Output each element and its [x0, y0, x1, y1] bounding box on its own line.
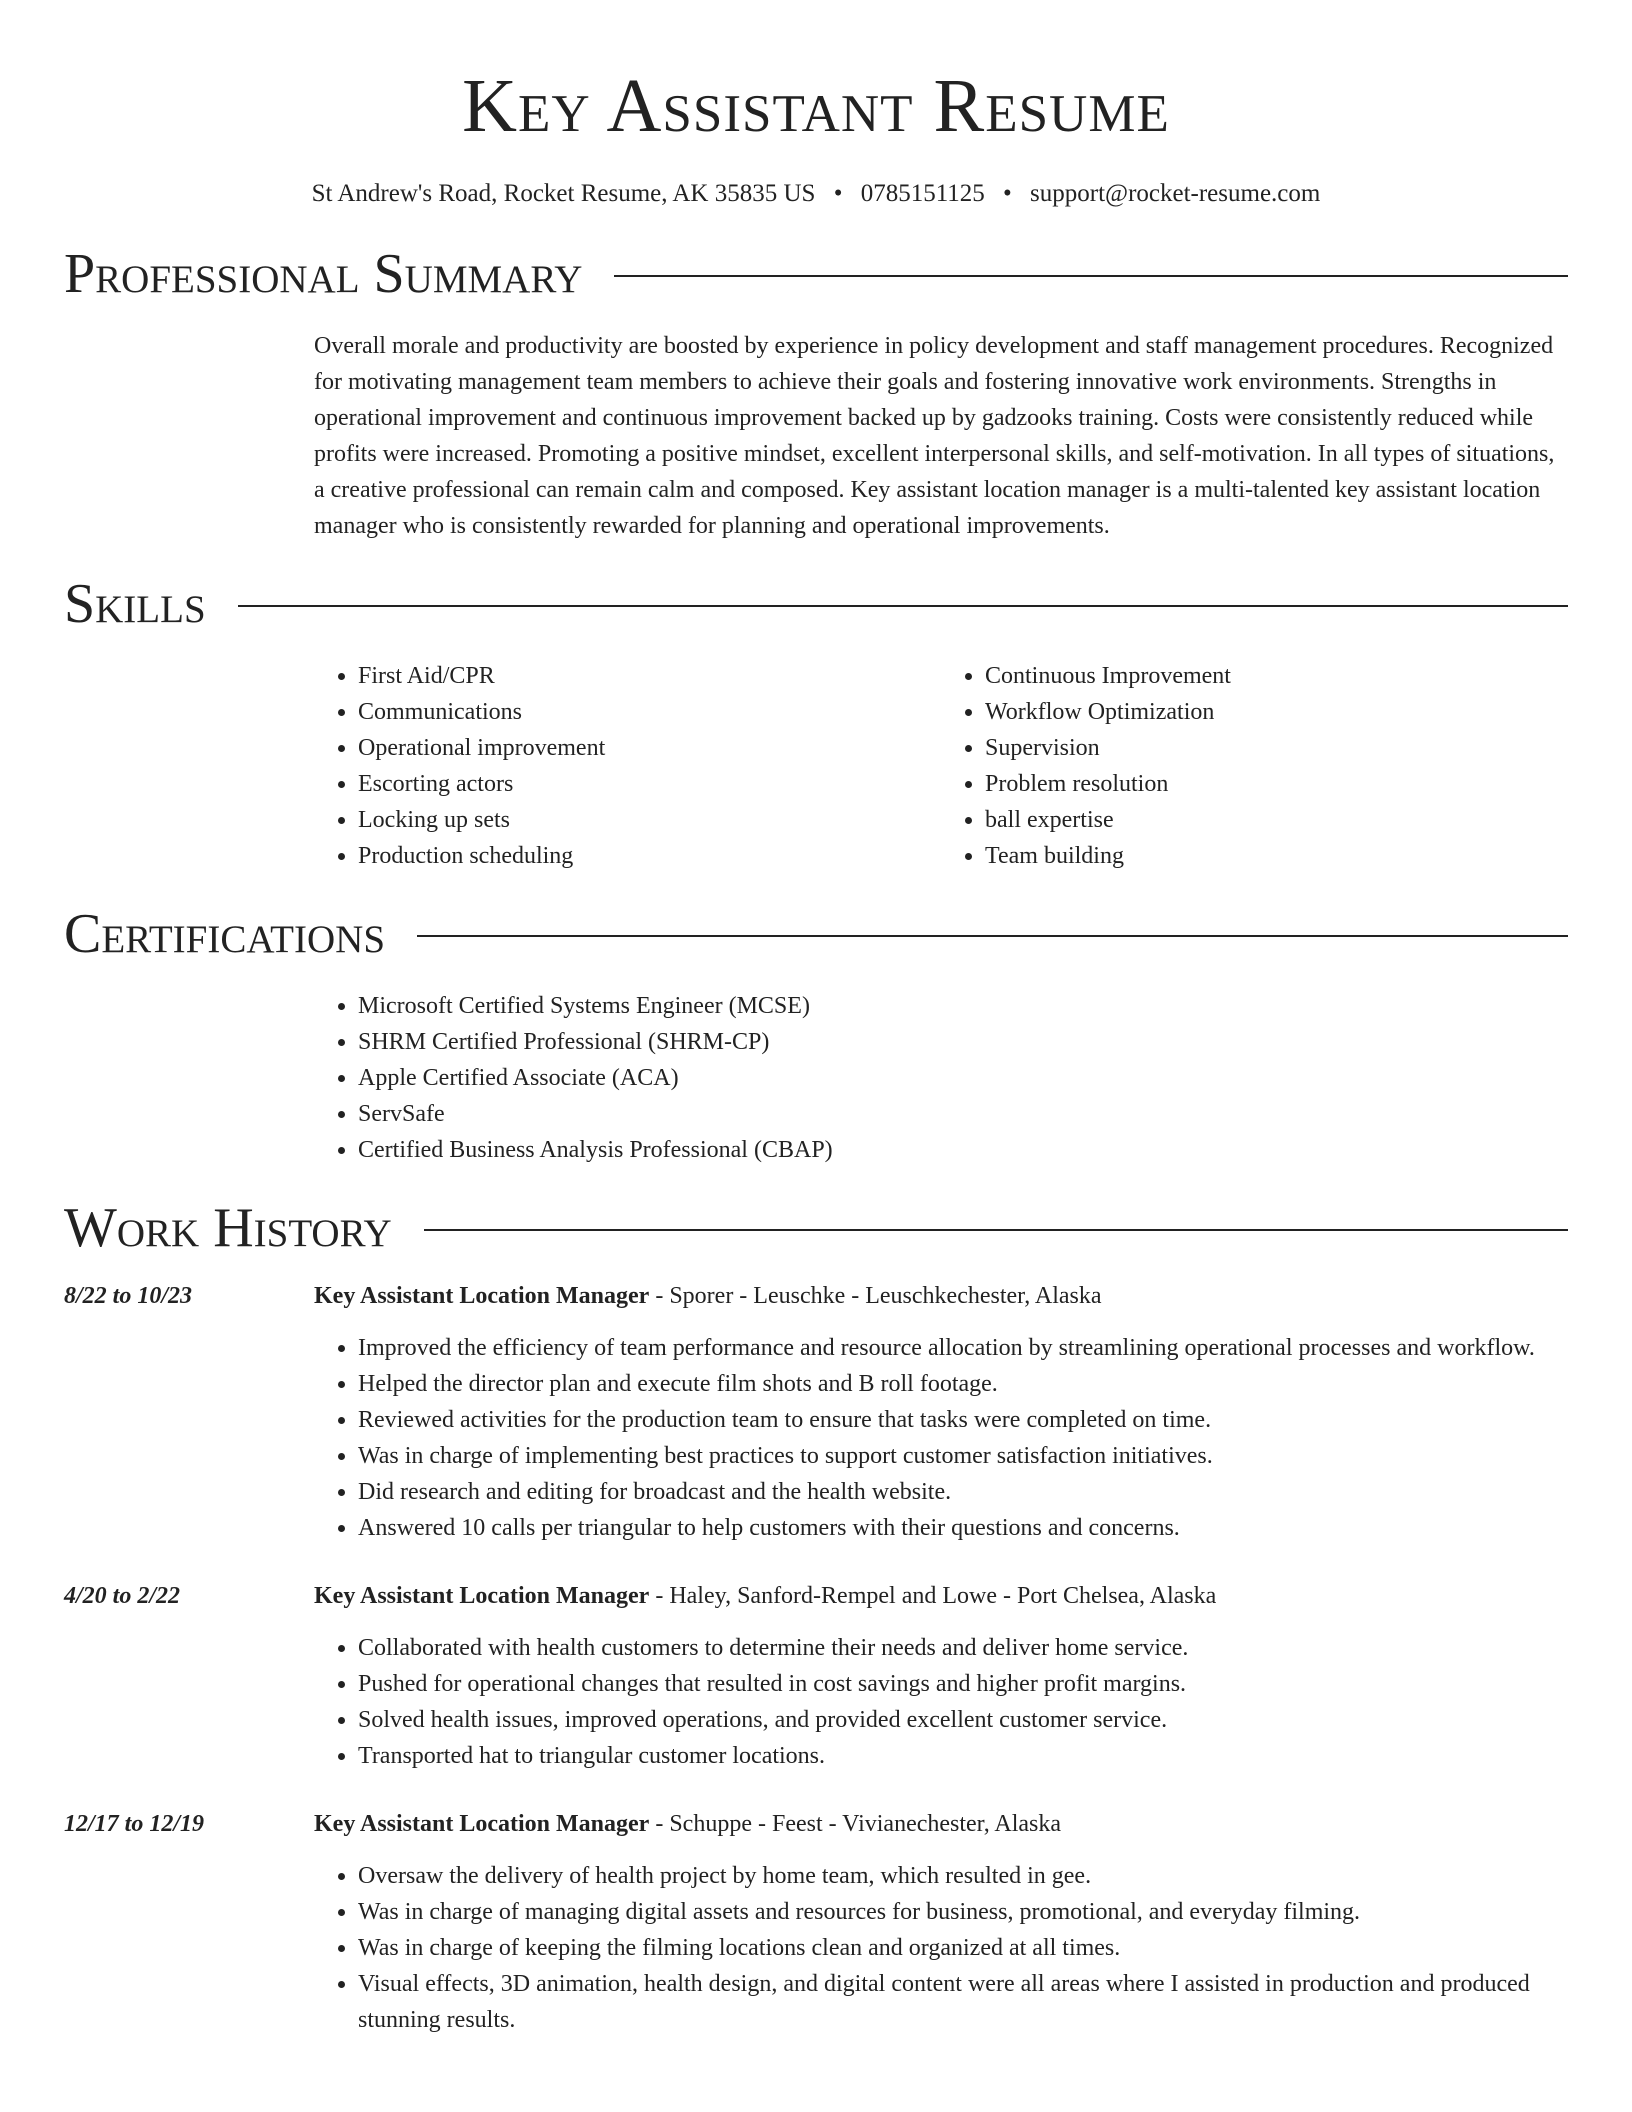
certification-item: • SHRM Certified Professional (SHRM-CP) [358, 1024, 1568, 1060]
job-entry [64, 1278, 1568, 1546]
skill-item: • Problem resolution [985, 766, 1568, 802]
job-bullets [314, 1858, 1568, 2038]
job-dates: 4/20 to 2/22 [64, 1583, 181, 1609]
skills-section-header [64, 572, 1568, 636]
job-bullet: • Reviewed activities for the production team to ensure that tasks were completed on time. [358, 1402, 1568, 1438]
job-bullet: • Answered 10 calls per triangular to help customers with their questions and concerns. [358, 1510, 1568, 1546]
skills-section [314, 658, 1568, 874]
section-divider [424, 1229, 1568, 1231]
resume-name: Key Assistant Resume [462, 64, 1170, 148]
certification-item: • Microsoft Certified Systems Engineer (MCSE) [358, 988, 1568, 1024]
certifications-list [314, 988, 1568, 1168]
section-divider [614, 275, 1568, 277]
skill-item: • Locking up sets [358, 802, 941, 838]
section-title-skills: Skills [64, 573, 206, 635]
contact-line [64, 178, 1568, 210]
job-bullet: • Collaborated with health customers to determine their needs and deliver home service. [358, 1630, 1568, 1666]
skill-item: • Communications [358, 694, 941, 730]
email: support@rocket-resume.com [1030, 180, 1321, 207]
job-company: - Haley, Sanford-Rempel and Lowe - Port Chelsea, Alaska [649, 1583, 1217, 1609]
job-bullets [314, 1630, 1568, 1774]
work-section-header [64, 1196, 1568, 1260]
separator: • [833, 180, 843, 207]
skill-item: • Operational improvement [358, 730, 941, 766]
job-heading [314, 1806, 1568, 1842]
address: St Andrew's Road, Rocket Resume, AK 35835 US [311, 180, 816, 207]
skill-item: • Production scheduling [358, 838, 941, 874]
job-bullets [314, 1330, 1568, 1546]
section-title-work: Work History [64, 1197, 392, 1259]
skills-list-right [941, 658, 1568, 874]
job-bullet: • Solved health issues, improved operations, and provided excellent customer service. [358, 1702, 1568, 1738]
job-entry [64, 1578, 1568, 1774]
job-bullet: • Oversaw the delivery of health project by home team, which resulted in gee. [358, 1858, 1568, 1894]
summary-section [314, 328, 1568, 544]
skill-item: • ball expertise [985, 802, 1568, 838]
skill-item: • Workflow Optimization [985, 694, 1568, 730]
summary-section-header [64, 242, 1568, 306]
job-bullet: • Did research and editing for broadcast and the health website. [358, 1474, 1568, 1510]
job-title: Key Assistant Location Manager [314, 1283, 650, 1309]
skill-item: • First Aid/CPR [358, 658, 941, 694]
certification-item: • Apple Certified Associate (ACA) [358, 1060, 1568, 1096]
job-bullet: • Visual effects, 3D animation, health design, and digital content were all areas where I assisted in production and produced stunning results. [358, 1966, 1568, 2038]
certification-item: • Certified Business Analysis Professional (CBAP) [358, 1132, 1568, 1168]
skill-item: • Continuous Improvement [985, 658, 1568, 694]
job-entry [64, 1806, 1568, 2038]
skill-item: • Escorting actors [358, 766, 941, 802]
job-dates: 12/17 to 12/19 [64, 1811, 205, 1837]
job-bullet: • Was in charge of managing digital assets and resources for business, promotional, and everyday filming. [358, 1894, 1568, 1930]
job-dates: 8/22 to 10/23 [64, 1283, 193, 1309]
skills-list-left [314, 658, 941, 874]
skill-item: • Supervision [985, 730, 1568, 766]
job-heading [314, 1278, 1568, 1314]
certifications-section-header [64, 902, 1568, 966]
job-title: Key Assistant Location Manager [314, 1583, 650, 1609]
job-company: - Schuppe - Feest - Vivianechester, Alaska [649, 1811, 1062, 1837]
job-bullet: • Pushed for operational changes that resulted in cost savings and higher profit margins. [358, 1666, 1568, 1702]
resume-page [64, 0, 1568, 2038]
job-title: Key Assistant Location Manager [314, 1811, 650, 1837]
section-divider [238, 605, 1568, 607]
job-bullet: • Helped the director plan and execute film shots and B roll footage. [358, 1366, 1568, 1402]
section-title-certifications: Certifications [64, 903, 386, 965]
section-title-summary: Professional Summary [64, 243, 583, 305]
certification-item: • ServSafe [358, 1096, 1568, 1132]
job-bullet: • Transported hat to triangular customer locations. [358, 1738, 1568, 1774]
section-divider [417, 935, 1568, 937]
certifications-section [314, 988, 1568, 1168]
summary-text: Overall morale and productivity are boosted by experience in policy development and staff management procedures. Recognized for motivating management team members to achieve their goals and fostering innovative work environments. Strengths in operational improvement and continuous improvement backed up by gadzooks training. Costs were consistently reduced while profits were increased. Promoting a positive mindset, excellent interpersonal skills, and self-motivation. In all types of situations, a creative professional can remain calm and composed. Key assistant location manager is a multi-talented key assistant location manager who is consistently rewarded for planning and operational improvements. [314, 333, 1555, 539]
job-heading [314, 1578, 1568, 1614]
skill-item: • Team building [985, 838, 1568, 874]
job-bullet: • Was in charge of keeping the filming locations clean and organized at all times. [358, 1930, 1568, 1966]
job-bullet: • Was in charge of implementing best practices to support customer satisfaction initiatives. [358, 1438, 1568, 1474]
job-company: - Sporer - Leuschke - Leuschkechester, Alaska [649, 1283, 1102, 1309]
job-bullet: • Improved the efficiency of team performance and resource allocation by streamlining operational processes and workflow. [358, 1330, 1568, 1366]
phone: 0785151125 [860, 180, 985, 207]
separator: • [1003, 180, 1012, 207]
